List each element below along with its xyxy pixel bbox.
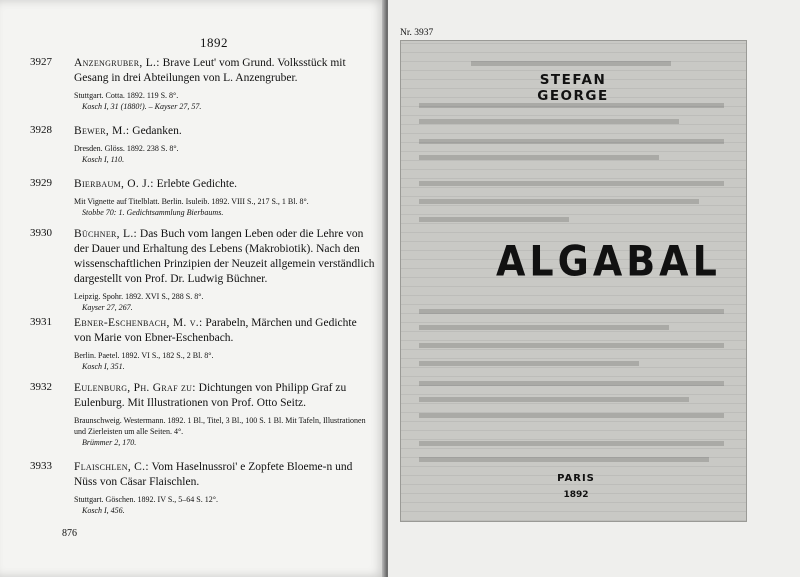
- show-through-text: [419, 413, 724, 418]
- entry-title-text: Erlebte Gedichte.: [156, 178, 238, 190]
- entry-number: 3933: [30, 460, 52, 472]
- catalog-entry: [30, 460, 375, 516]
- entry-title-text: Brave Leut' vom Grund. Volksstück mit Gesang in drei Abteilungen von L. Anzengruber.: [74, 57, 346, 84]
- catalog-entry: [30, 227, 375, 313]
- entry-author: Anzengruber, L.:: [74, 57, 160, 69]
- show-through-text: [419, 139, 724, 144]
- show-through-text: [419, 325, 669, 330]
- entry-author: Ebner-Eschenbach, M. v.:: [74, 317, 203, 329]
- entry-title: [74, 56, 375, 86]
- show-through-text: [419, 397, 689, 402]
- cover-place: PARIS: [557, 473, 595, 484]
- page-number: 876: [62, 528, 77, 539]
- catalog-entry: [30, 381, 375, 448]
- catalog-entry: [30, 316, 375, 372]
- entry-author: Bewer, M.:: [74, 125, 130, 137]
- entry-number: 3928: [30, 124, 52, 136]
- show-through-text: [419, 181, 724, 186]
- show-through-text: [419, 309, 724, 314]
- entry-number: 3929: [30, 177, 52, 189]
- entry-number: 3930: [30, 227, 52, 239]
- entry-imprint: Stuttgart. Cotta. 1892. 119 S. 8°.: [74, 91, 179, 100]
- cover-year: 1892: [563, 490, 589, 500]
- entry-title: [74, 124, 375, 139]
- entry-imprint: Braunschweig. Westermann. 1892. 1 Bl., Titel, 3 Bl., 100 S. 1 Bl. Mit Tafeln, Illustrationen und Zierleisten um alle Seiten. 4°.: [74, 416, 366, 436]
- entry-title-text: Das Buch vom langen Leben oder die Lehre von der Dauer und Erhaltung des Lebens (Makrobiotik). Nach den wissenschaftlichen Prinzipien der Neuzeit allgemein verständlich dargestellt von Prof. Dr. Ludwig Büchner.: [74, 228, 375, 285]
- entry-title-text: Vom Haselnussroi' e Zopfete Bloeme-n und Nüss von Cäsar Flaischlen.: [74, 461, 353, 488]
- book-cover-image: [400, 40, 747, 522]
- show-through-text: [471, 61, 671, 66]
- show-through-text: [419, 155, 659, 160]
- entry-reference: Kosch I, 31 (1880!). – Kayser 27, 57.: [82, 102, 202, 111]
- entry-number: 3932: [30, 381, 52, 393]
- catalog-entry: [30, 56, 375, 112]
- show-through-text: [419, 441, 724, 446]
- entry-title-text: Parabeln, Märchen und Gedichte von Marie von Ebner-Eschenbach.: [74, 317, 357, 344]
- catalog-entry: [30, 177, 375, 218]
- show-through-text: [419, 457, 709, 462]
- entry-title: [74, 177, 375, 192]
- show-through-text: [419, 381, 724, 386]
- entry-reference: Brümmer 2, 170.: [82, 438, 137, 447]
- entry-number: 3927: [30, 56, 52, 68]
- show-through-text: [419, 343, 724, 348]
- cover-title: ALGABAL: [496, 236, 721, 286]
- show-through-text: [419, 217, 569, 222]
- entry-author: Bierbaum, O. J.:: [74, 178, 154, 190]
- entry-reference: Kosch I, 110.: [82, 155, 125, 164]
- catalog-entry: [30, 124, 375, 165]
- entry-imprint: Mit Vignette auf Titelblatt. Berlin. Isuleib. 1892. VIII S., 217 S., 1 Bl. 8°.: [74, 197, 309, 206]
- entry-author: Flaischlen, C.:: [74, 461, 149, 473]
- entry-title-text: Gedanken.: [132, 125, 182, 137]
- cover-author: STEFAN GEORGE: [537, 72, 609, 104]
- entry-imprint: Leipzig. Spohr. 1892. XVI S., 288 S. 8°.: [74, 292, 204, 301]
- entry-imprint: Dresden. Glöss. 1892. 238 S. 8°.: [74, 144, 179, 153]
- entry-reference: Kayser 27, 267.: [82, 303, 133, 312]
- entry-reference: Kosch I, 351.: [82, 362, 125, 371]
- entry-title: [74, 460, 375, 490]
- left-page: [0, 0, 386, 577]
- entry-title: [74, 381, 375, 411]
- show-through-text: [419, 199, 699, 204]
- item-number: Nr. 3937: [400, 28, 434, 38]
- show-through-text: [419, 361, 639, 366]
- entry-title: [74, 316, 375, 346]
- entry-title-text: Dichtungen von Philipp Graf zu Eulenburg. Mit Illustrationen von Prof. Otto Seitz.: [74, 382, 347, 409]
- entry-title: [74, 227, 375, 287]
- entry-imprint: Stuttgart. Göschen. 1892. IV S., 5–64 S. 12°.: [74, 495, 218, 504]
- show-through-text: [419, 119, 679, 124]
- entry-author: Büchner, L.:: [74, 228, 138, 240]
- entry-author: Eulenburg, Ph. Graf zu:: [74, 382, 196, 394]
- entry-number: 3931: [30, 316, 52, 328]
- entry-reference: Kosch I, 456.: [82, 506, 125, 515]
- year-heading: 1892: [200, 35, 228, 50]
- entry-imprint: Berlin. Paetel. 1892. VI S., 182 S., 2 Bl. 8°.: [74, 351, 214, 360]
- entry-reference: Stobbe 70: 1. Gedichtsammlung Bierbaums.: [82, 208, 224, 217]
